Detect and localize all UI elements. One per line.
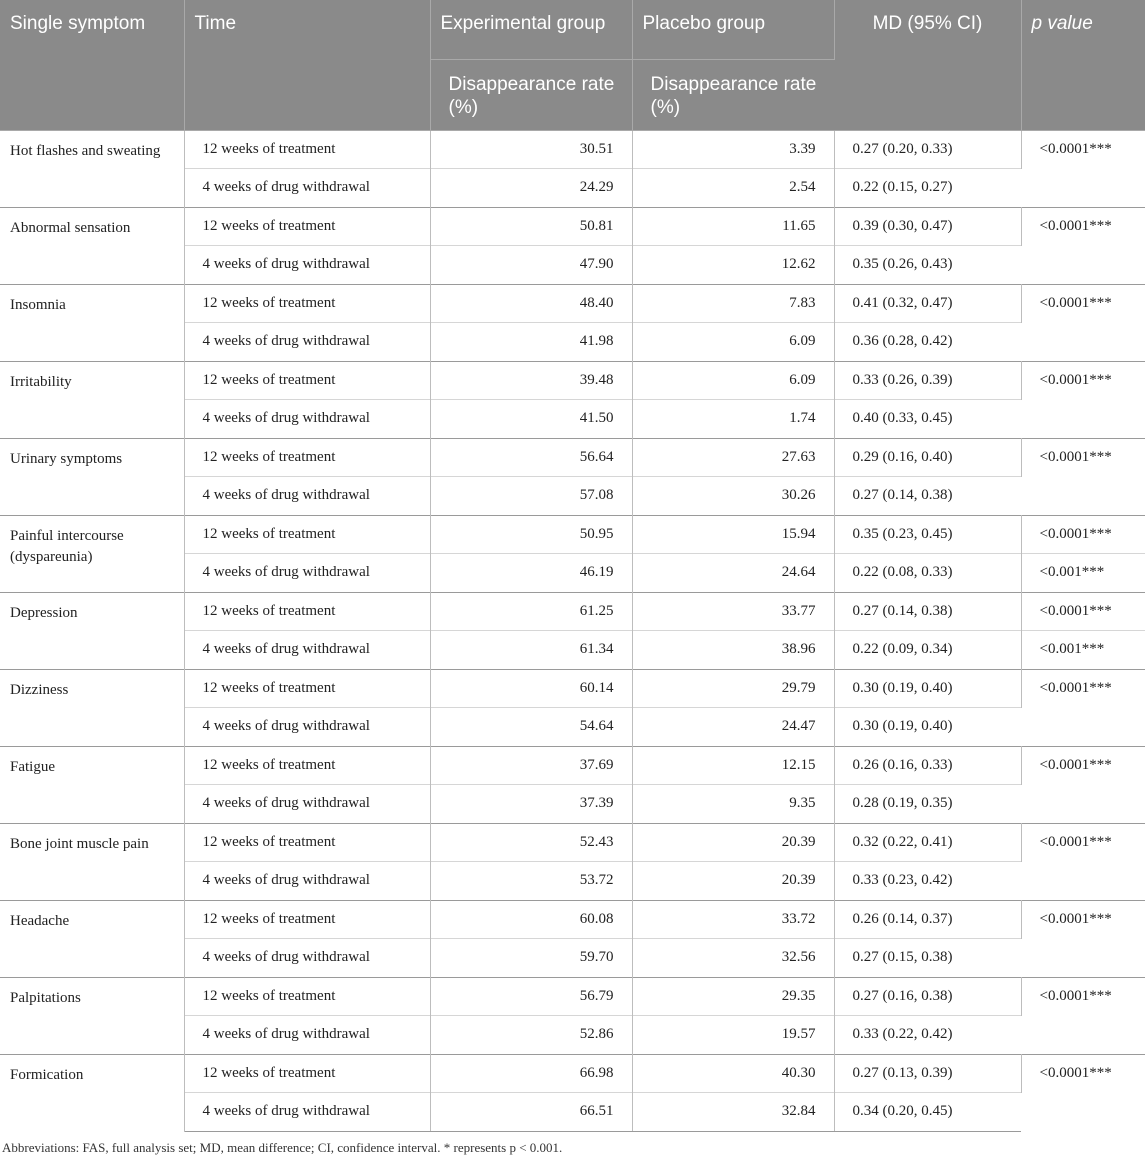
table-body bbox=[0, 130, 1145, 1131]
md-ci-cell: 0.27 (0.13, 0.39) bbox=[834, 1054, 1021, 1093]
placebo-rate-cell: 6.09 bbox=[632, 323, 834, 362]
md-ci-cell: 0.22 (0.09, 0.34) bbox=[834, 631, 1021, 670]
subheader-placebo: Disappearance rate (%) bbox=[632, 59, 834, 130]
placebo-rate-cell: 6.09 bbox=[632, 361, 834, 400]
time-cell: 4 weeks of drug withdrawal bbox=[184, 785, 430, 824]
p-value-cell: <0.001*** bbox=[1021, 554, 1145, 593]
time-cell: 4 weeks of drug withdrawal bbox=[184, 708, 430, 747]
experimental-rate-cell: 50.81 bbox=[430, 207, 632, 246]
table-row bbox=[0, 1054, 1145, 1093]
md-ci-cell: 0.40 (0.33, 0.45) bbox=[834, 400, 1021, 439]
p-value-cell: <0.0001*** bbox=[1021, 977, 1145, 1054]
experimental-rate-cell: 41.50 bbox=[430, 400, 632, 439]
p-value-cell: <0.0001*** bbox=[1021, 746, 1145, 823]
md-ci-cell: 0.27 (0.15, 0.38) bbox=[834, 939, 1021, 978]
table-row bbox=[0, 284, 1145, 323]
table-row bbox=[0, 977, 1145, 1016]
time-cell: 12 weeks of treatment bbox=[184, 515, 430, 554]
table-row bbox=[0, 515, 1145, 554]
p-value-cell: <0.0001*** bbox=[1021, 438, 1145, 515]
header-md: MD (95% CI) bbox=[834, 0, 1021, 130]
time-cell: 12 weeks of treatment bbox=[184, 438, 430, 477]
md-ci-cell: 0.27 (0.16, 0.38) bbox=[834, 977, 1021, 1016]
symptom-cell: Urinary symptoms bbox=[0, 438, 184, 515]
placebo-rate-cell: 40.30 bbox=[632, 1054, 834, 1093]
experimental-rate-cell: 56.64 bbox=[430, 438, 632, 477]
p-value-cell: <0.0001*** bbox=[1021, 592, 1145, 631]
md-ci-cell: 0.22 (0.08, 0.33) bbox=[834, 554, 1021, 593]
symptom-cell: Fatigue bbox=[0, 746, 184, 823]
header-p-value: p value bbox=[1021, 0, 1145, 130]
experimental-rate-cell: 47.90 bbox=[430, 246, 632, 285]
placebo-rate-cell: 2.54 bbox=[632, 169, 834, 208]
time-cell: 12 weeks of treatment bbox=[184, 592, 430, 631]
table-row bbox=[0, 438, 1145, 477]
md-ci-cell: 0.30 (0.19, 0.40) bbox=[834, 708, 1021, 747]
time-cell: 12 weeks of treatment bbox=[184, 669, 430, 708]
experimental-rate-cell: 57.08 bbox=[430, 477, 632, 516]
time-cell: 4 weeks of drug withdrawal bbox=[184, 400, 430, 439]
symptom-cell: Bone joint muscle pain bbox=[0, 823, 184, 900]
table-row bbox=[0, 669, 1145, 708]
placebo-rate-cell: 33.77 bbox=[632, 592, 834, 631]
table-row bbox=[0, 592, 1145, 631]
experimental-rate-cell: 52.43 bbox=[430, 823, 632, 862]
symptom-cell: Painful intercourse (dyspareunia) bbox=[0, 515, 184, 592]
placebo-rate-cell: 1.74 bbox=[632, 400, 834, 439]
experimental-rate-cell: 56.79 bbox=[430, 977, 632, 1016]
symptom-cell: Insomnia bbox=[0, 284, 184, 361]
time-cell: 4 weeks of drug withdrawal bbox=[184, 477, 430, 516]
placebo-rate-cell: 20.39 bbox=[632, 862, 834, 901]
experimental-rate-cell: 52.86 bbox=[430, 1016, 632, 1055]
experimental-rate-cell: 37.69 bbox=[430, 746, 632, 785]
placebo-rate-cell: 12.62 bbox=[632, 246, 834, 285]
placebo-rate-cell: 9.35 bbox=[632, 785, 834, 824]
time-cell: 4 weeks of drug withdrawal bbox=[184, 939, 430, 978]
symptom-cell: Formication bbox=[0, 1054, 184, 1131]
placebo-rate-cell: 38.96 bbox=[632, 631, 834, 670]
experimental-rate-cell: 60.08 bbox=[430, 900, 632, 939]
p-value-cell: <0.0001*** bbox=[1021, 1054, 1145, 1131]
experimental-rate-cell: 61.34 bbox=[430, 631, 632, 670]
time-cell: 4 weeks of drug withdrawal bbox=[184, 554, 430, 593]
md-ci-cell: 0.36 (0.28, 0.42) bbox=[834, 323, 1021, 362]
md-ci-cell: 0.33 (0.22, 0.42) bbox=[834, 1016, 1021, 1055]
md-ci-cell: 0.28 (0.19, 0.35) bbox=[834, 785, 1021, 824]
experimental-rate-cell: 24.29 bbox=[430, 169, 632, 208]
placebo-rate-cell: 15.94 bbox=[632, 515, 834, 554]
md-ci-cell: 0.32 (0.22, 0.41) bbox=[834, 823, 1021, 862]
symptom-cell: Irritability bbox=[0, 361, 184, 438]
time-cell: 4 weeks of drug withdrawal bbox=[184, 1093, 430, 1132]
md-ci-cell: 0.30 (0.19, 0.40) bbox=[834, 669, 1021, 708]
subheader-experimental: Disappearance rate (%) bbox=[430, 59, 632, 130]
experimental-rate-cell: 30.51 bbox=[430, 130, 632, 169]
table-row bbox=[0, 900, 1145, 939]
md-ci-cell: 0.33 (0.26, 0.39) bbox=[834, 361, 1021, 400]
time-cell: 12 weeks of treatment bbox=[184, 746, 430, 785]
md-ci-cell: 0.27 (0.14, 0.38) bbox=[834, 477, 1021, 516]
symptom-cell: Dizziness bbox=[0, 669, 184, 746]
experimental-rate-cell: 41.98 bbox=[430, 323, 632, 362]
experimental-rate-cell: 39.48 bbox=[430, 361, 632, 400]
table-row bbox=[0, 361, 1145, 400]
time-cell: 12 weeks of treatment bbox=[184, 130, 430, 169]
md-ci-cell: 0.29 (0.16, 0.40) bbox=[834, 438, 1021, 477]
placebo-rate-cell: 27.63 bbox=[632, 438, 834, 477]
placebo-rate-cell: 29.35 bbox=[632, 977, 834, 1016]
table-header bbox=[0, 0, 1145, 130]
time-cell: 12 weeks of treatment bbox=[184, 823, 430, 862]
time-cell: 4 weeks of drug withdrawal bbox=[184, 246, 430, 285]
header-placebo: Placebo group bbox=[632, 0, 834, 59]
time-cell: 4 weeks of drug withdrawal bbox=[184, 169, 430, 208]
placebo-rate-cell: 32.84 bbox=[632, 1093, 834, 1132]
experimental-rate-cell: 60.14 bbox=[430, 669, 632, 708]
experimental-rate-cell: 54.64 bbox=[430, 708, 632, 747]
placebo-rate-cell: 3.39 bbox=[632, 130, 834, 169]
header-experimental: Experimental group bbox=[430, 0, 632, 59]
placebo-rate-cell: 30.26 bbox=[632, 477, 834, 516]
placebo-rate-cell: 19.57 bbox=[632, 1016, 834, 1055]
placebo-rate-cell: 20.39 bbox=[632, 823, 834, 862]
p-value-cell: <0.0001*** bbox=[1021, 515, 1145, 554]
time-cell: 12 weeks of treatment bbox=[184, 977, 430, 1016]
placebo-rate-cell: 29.79 bbox=[632, 669, 834, 708]
md-ci-cell: 0.27 (0.14, 0.38) bbox=[834, 592, 1021, 631]
symptom-cell: Palpitations bbox=[0, 977, 184, 1054]
placebo-rate-cell: 33.72 bbox=[632, 900, 834, 939]
p-value-cell: <0.0001*** bbox=[1021, 361, 1145, 438]
md-ci-cell: 0.35 (0.23, 0.45) bbox=[834, 515, 1021, 554]
table-row bbox=[0, 746, 1145, 785]
experimental-rate-cell: 48.40 bbox=[430, 284, 632, 323]
experimental-rate-cell: 50.95 bbox=[430, 515, 632, 554]
time-cell: 4 weeks of drug withdrawal bbox=[184, 323, 430, 362]
time-cell: 4 weeks of drug withdrawal bbox=[184, 631, 430, 670]
p-value-cell: <0.001*** bbox=[1021, 631, 1145, 670]
table-row bbox=[0, 130, 1145, 169]
time-cell: 12 weeks of treatment bbox=[184, 900, 430, 939]
md-ci-cell: 0.39 (0.30, 0.47) bbox=[834, 207, 1021, 246]
symptom-cell: Headache bbox=[0, 900, 184, 977]
experimental-rate-cell: 66.51 bbox=[430, 1093, 632, 1132]
p-value-cell: <0.0001*** bbox=[1021, 284, 1145, 361]
table-row bbox=[0, 207, 1145, 246]
md-ci-cell: 0.27 (0.20, 0.33) bbox=[834, 130, 1021, 169]
experimental-rate-cell: 37.39 bbox=[430, 785, 632, 824]
placebo-rate-cell: 24.64 bbox=[632, 554, 834, 593]
p-value-cell: <0.0001*** bbox=[1021, 900, 1145, 977]
table-row bbox=[0, 823, 1145, 862]
symptom-cell: Abnormal sensation bbox=[0, 207, 184, 284]
time-cell: 12 weeks of treatment bbox=[184, 284, 430, 323]
symptom-cell: Hot flashes and sweating bbox=[0, 130, 184, 207]
placebo-rate-cell: 24.47 bbox=[632, 708, 834, 747]
md-ci-cell: 0.35 (0.26, 0.43) bbox=[834, 246, 1021, 285]
time-cell: 4 weeks of drug withdrawal bbox=[184, 1016, 430, 1055]
header-symptom: Single symptom bbox=[0, 0, 184, 130]
experimental-rate-cell: 53.72 bbox=[430, 862, 632, 901]
experimental-rate-cell: 46.19 bbox=[430, 554, 632, 593]
md-ci-cell: 0.22 (0.15, 0.27) bbox=[834, 169, 1021, 208]
time-cell: 12 weeks of treatment bbox=[184, 207, 430, 246]
experimental-rate-cell: 61.25 bbox=[430, 592, 632, 631]
md-ci-cell: 0.26 (0.16, 0.33) bbox=[834, 746, 1021, 785]
time-cell: 12 weeks of treatment bbox=[184, 1054, 430, 1093]
placebo-rate-cell: 11.65 bbox=[632, 207, 834, 246]
p-value-cell: <0.0001*** bbox=[1021, 130, 1145, 207]
experimental-rate-cell: 59.70 bbox=[430, 939, 632, 978]
symptom-cell: Depression bbox=[0, 592, 184, 669]
p-value-cell: <0.0001*** bbox=[1021, 207, 1145, 284]
p-value-cell: <0.0001*** bbox=[1021, 823, 1145, 900]
time-cell: 4 weeks of drug withdrawal bbox=[184, 862, 430, 901]
header-time: Time bbox=[184, 0, 430, 130]
p-value-cell: <0.0001*** bbox=[1021, 669, 1145, 746]
md-ci-cell: 0.26 (0.14, 0.37) bbox=[834, 900, 1021, 939]
md-ci-cell: 0.33 (0.23, 0.42) bbox=[834, 862, 1021, 901]
placebo-rate-cell: 32.56 bbox=[632, 939, 834, 978]
md-ci-cell: 0.34 (0.20, 0.45) bbox=[834, 1093, 1021, 1132]
footnote: Abbreviations: FAS, full analysis set; MD, mean difference; CI, confidence interval. * represents p < 0.001. bbox=[2, 1139, 563, 1155]
experimental-rate-cell: 66.98 bbox=[430, 1054, 632, 1093]
placebo-rate-cell: 7.83 bbox=[632, 284, 834, 323]
md-ci-cell: 0.41 (0.32, 0.47) bbox=[834, 284, 1021, 323]
placebo-rate-cell: 12.15 bbox=[632, 746, 834, 785]
time-cell: 12 weeks of treatment bbox=[184, 361, 430, 400]
